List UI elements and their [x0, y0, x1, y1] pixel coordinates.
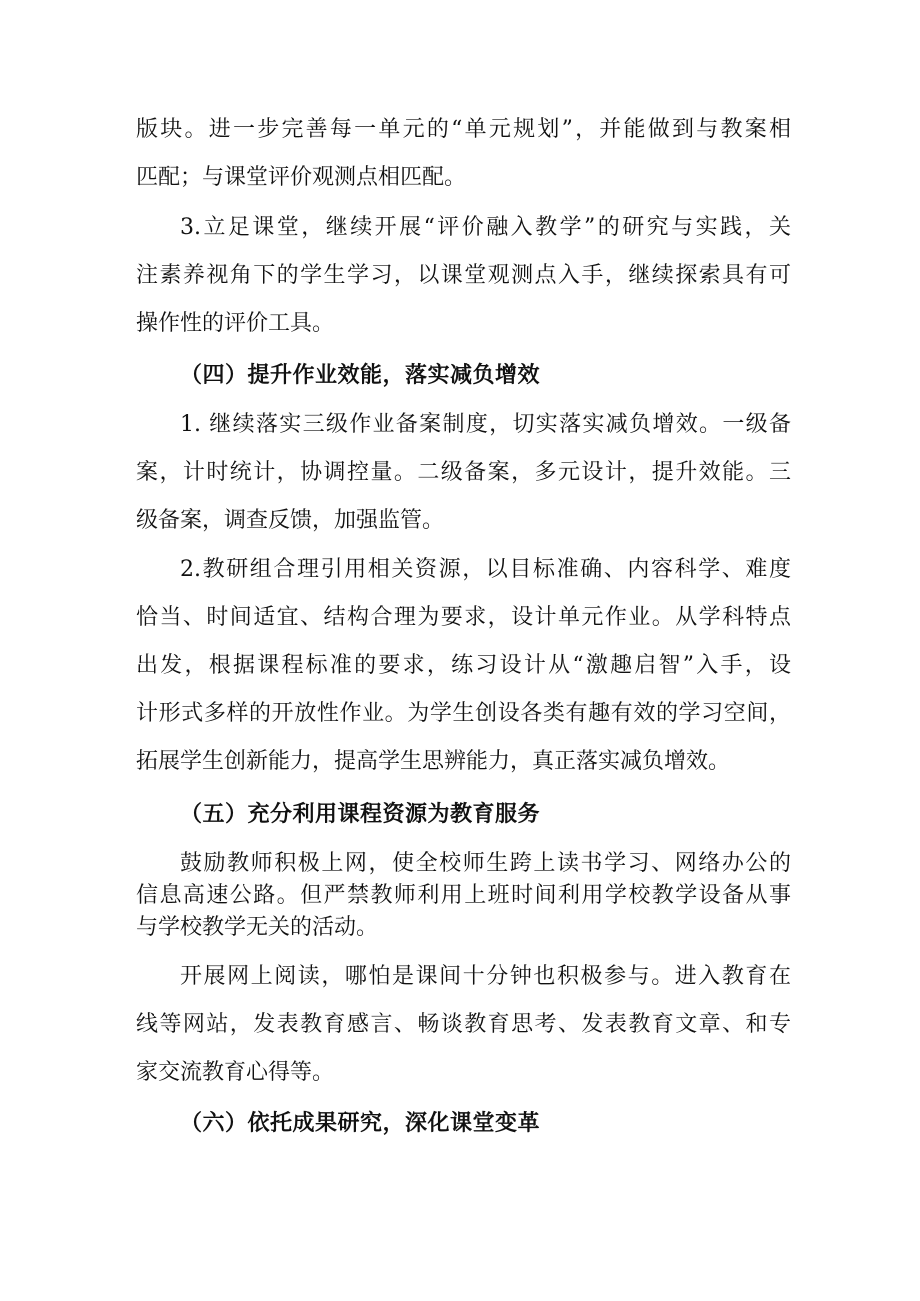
paragraph-line: 版块。进一步完善每一单元的“单元规划”，并能做到与教案相	[136, 117, 791, 142]
paragraph-line: 案，计时统计，协调控量。二级备案，多元设计，提升效能。三	[136, 460, 791, 485]
section-heading-6: （六）依托成果研究，深化课堂变革	[180, 1110, 541, 1136]
paragraph-line: 2.教研组合理引用相关资源，以目标准确、内容科学、难度	[180, 557, 791, 582]
section-heading-4: （四）提升作业效能，落实减负增效	[180, 362, 541, 388]
paragraph-line: 开展网上阅读，哪怕是课间十分钟也积极参与。进入教育在	[180, 964, 791, 989]
paragraph-line: 信息高速公路。但严禁教师利用上班时间利用学校教学设备从事	[136, 883, 791, 908]
paragraph-line: 与学校教学无关的活动。	[136, 915, 379, 940]
section-heading-5: （五）充分利用课程资源为教育服务	[180, 801, 541, 827]
paragraph-line: 级备案，调查反馈，加强监管。	[136, 508, 445, 533]
paragraph-line: 恰当、时间适宜、结构合理为要求，设计单元作业。从学科特点	[136, 605, 791, 630]
paragraph-line: 匹配；与课堂评价观测点相匹配。	[136, 165, 467, 190]
paragraph-line: 注素养视角下的学生学习，以课堂观测点入手，继续探索具有可	[136, 263, 791, 288]
paragraph-line: 线等网站，发表教育感言、畅谈教育思考、发表教育文章、和专	[136, 1012, 791, 1037]
paragraph-line: 计形式多样的开放性作业。为学生创设各类有趣有效的学习空间，	[136, 701, 791, 726]
paragraph-line: 出发，根据课程标准的要求，练习设计从“激趣启智”入手，设	[136, 653, 791, 678]
paragraph-line: 鼓励教师积极上网，使全校师生跨上读书学习、网络办公的	[180, 851, 791, 876]
paragraph-line: 3.立足课堂，继续开展“评价融入教学”的研究与实践，关	[180, 215, 791, 240]
paragraph-line: 1. 继续落实三级作业备案制度，切实落实减负增效。一级备	[180, 412, 791, 437]
paragraph-line: 拓展学生创新能力，提高学生思辨能力，真正落实减负增效。	[136, 749, 731, 774]
paragraph-line: 家交流教育心得等。	[136, 1060, 335, 1085]
paragraph-line: 操作性的评价工具。	[136, 311, 335, 336]
